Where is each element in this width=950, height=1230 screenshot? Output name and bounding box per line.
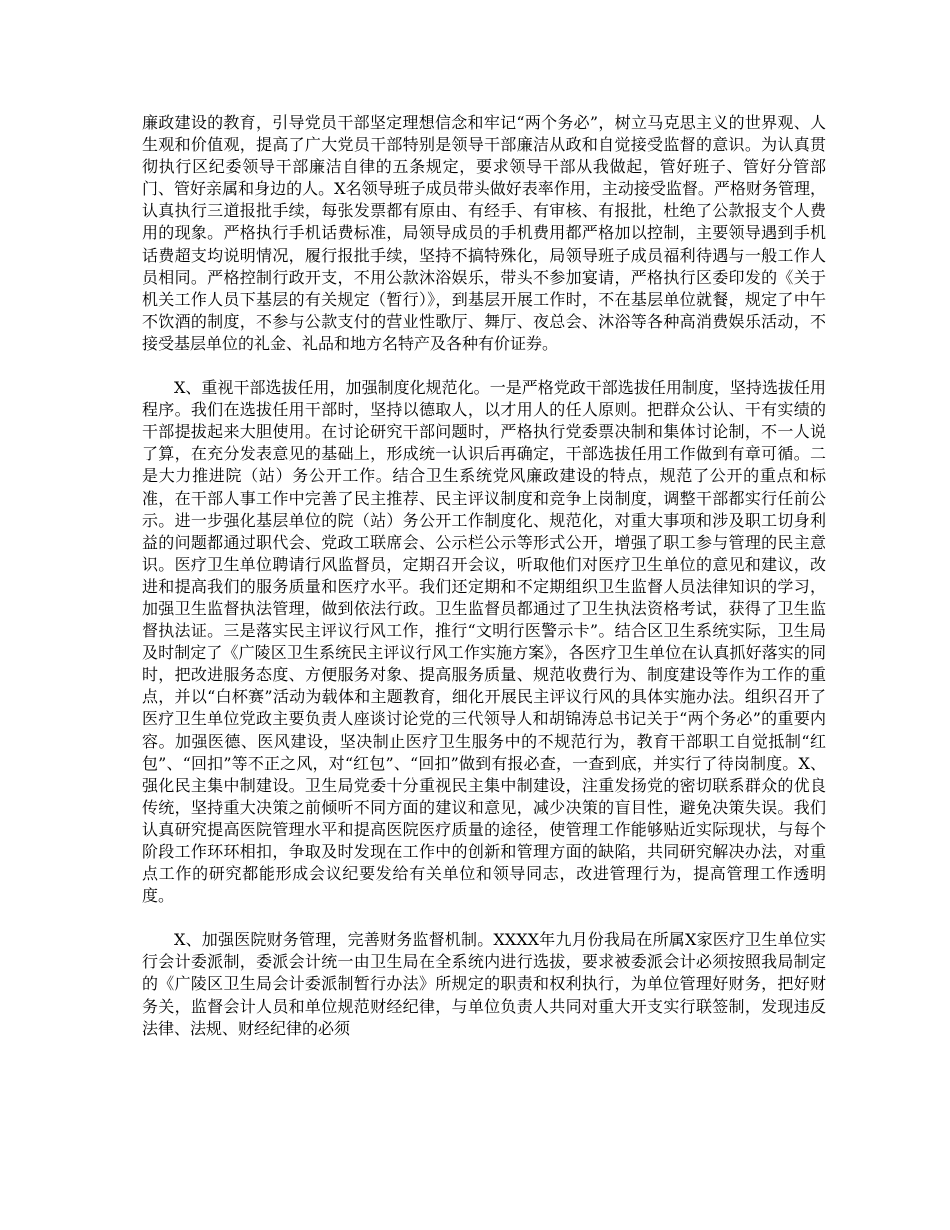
paragraph-1: 廉政建设的教育，引导党员干部坚定理想信念和牢记“两个务必”，树立马克思主义的世界观、人生观和价值观，提高了广大党员干部特别是领导干部廉洁从政和自觉接受监督的意识。为认真贯彻执行区纪委领导干部廉洁自律的五条规定，要求领导干部从我做起，管好班子、管好分管部门、管好亲属和身边的人。X名领导班子成员带头做好表率作用，主动接受监督。严格财务管理，认真执行三道报批手续，每张发票都有原由、有经手、有审核、有报批，杜绝了公款报支个人费用的现象。严格执行手机话费标准，局领导成员的手机费用都严格加以控制，主要领导遇到手机话费超支均说明情况，履行报批手续，坚持不搞特殊化，局领导班子成员福利待遇与一般工作人员相同。严格控制行政开支，不用公款沐浴娱乐，带头不参加宴请，严格执行区委印发的《关于机关工作人员下基层的有关规定（暂行）》，到基层开展工作时，不在基层单位就餐，规定了中午不饮酒的制度，不参与公款支付的营业性歌厅、舞厅、夜总会、沐浴等各种高消费娱乐活动，不接受基层单位的礼金、礼品和地方名特产及各种有价证券。 (142, 113, 826, 353)
paragraph-3: X、加强医院财务管理，完善财务监督机制。XXXX年九月份我局在所属X家医疗卫生单位实行会计委派制，委派会计统一由卫生局在全系统内进行选拔，要求被委派会计必须按照我局制定的《广陵区卫生局会计委派制暂行办法》所规定的职责和权利执行，为单位管理好财务，把好财务关，监督会计人员和单位规范财经纪律，与单位负责人共同对重大开支实行联签制，发现违反法律、法规、财经纪律的必须 (142, 930, 826, 1038)
document-page (142, 112, 826, 1040)
paragraph-2: X、重视干部选拔任用，加强制度化规范化。一是严格党政干部选拔任用制度，坚持选拔任用程序。我们在选拔任用干部时，坚持以德取人，以才用人的任人原则。把群众公认、干有实绩的干部提拔起来大胆使用。在讨论研究干部问题时，严格执行党委票决制和集体讨论制，不一人说了算，在充分发表意见的基础上，形成统一认识后再确定，干部选拔任用工作做到有章可循。二是大力推进院（站）务公开工作。结合卫生系统党风廉政建设的特点，规范了公开的重点和标准，在干部人事工作中完善了民主推荐、民主评议制度和竞争上岗制度，调整干部都实行任前公示。进一步强化基层单位的院（站）务公开工作制度化、规范化，对重大事项和涉及职工切身利益的问题都通过职代会、党政工联席会、公示栏公示等形式公开，增强了职工参与管理的民主意识。医疗卫生单位聘请行风监督员，定期召开会议，听取他们对医疗卫生单位的意见和建议，改进和提高我们的服务质量和医疗水平。我们还定期和不定期组织卫生监督人员法律知识的学习，加强卫生监督执法管理，做到依法行政。卫生监督员都通过了卫生执法资格考试，获得了卫生监督执法证。三是落实民主评议行风工作，推行“文明行医警示卡”。结合区卫生系统实际，卫生局及时制定了《广陵区卫生系统民主评议行风工作实施方案》，各医疗卫生单位在认真抓好落实的同时，把改进服务态度、方便服务对象、提高服务质量、规范收费行为、制度建设等作为工作的重点，并以“白杯赛”活动为载体和主题教育，细化开展民主评议行风的具体实施办法。组织召开了医疗卫生单位党政主要负责人座谈讨论党的三代领导人和胡锦涛总书记关于“两个务必”的重要内容。加强医德、医风建设，坚决制止医疗卫生服务中的不规范行为，教育干部职工自觉抵制“红包”、“回扣”等不正之风，对“红包”、“回扣”做到有报必查，一查到底，并实行了待岗制度。X、强化民主集中制建设。卫生局党委十分重视民主集中制建设，注重发扬党的密切联系群众的优良传统，坚持重大决策之前倾听不同方面的建议和意见，减少决策的盲目性，避免决策失误。我们认真研究提高医院管理水平和提高医院医疗质量的途径，使管理工作能够贴近实际现状，与每个阶段工作环环相扣，争取及时发现在工作中的创新和管理方面的缺陷，共同研究解决办法，对重点工作的研究都能形成会议纪要发给有关单位和领导同志，改进管理行为，提高管理工作透明度。 (142, 378, 826, 906)
